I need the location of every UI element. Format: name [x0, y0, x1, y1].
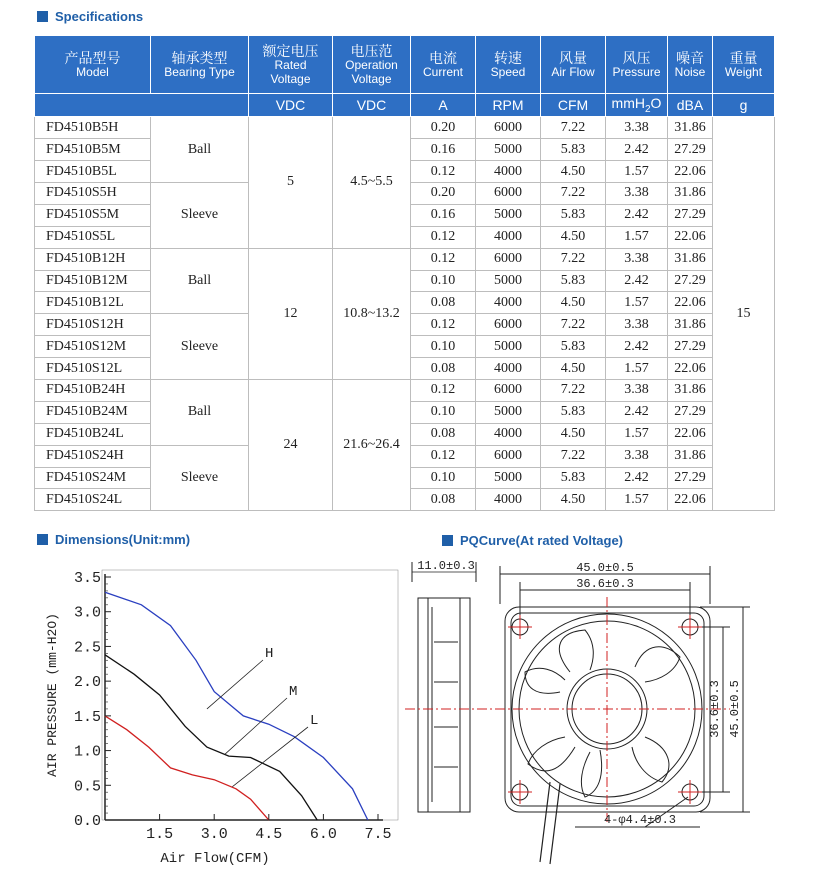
speed-cell: 4000 — [476, 292, 541, 314]
header-rated-voltage: 额定电压 Rated Voltage — [249, 36, 333, 94]
specifications-table — [34, 35, 775, 511]
model-cell: FD4510S24L — [35, 489, 151, 511]
speed-cell: 6000 — [476, 445, 541, 467]
operation-voltage-cell: 10.8~13.2 — [333, 248, 411, 379]
table-row — [35, 379, 775, 401]
square-bullet-icon — [37, 534, 48, 545]
noise-cell: 31.86 — [668, 248, 713, 270]
airflow-cell: 4.50 — [541, 226, 606, 248]
current-cell: 0.12 — [411, 226, 476, 248]
current-cell: 0.20 — [411, 182, 476, 204]
pressure-cell: 2.42 — [606, 401, 668, 423]
noise-cell: 31.86 — [668, 182, 713, 204]
header-model: 产品型号 Model — [35, 36, 151, 94]
current-cell: 0.10 — [411, 401, 476, 423]
x-tick-label: 6.0 — [309, 826, 337, 843]
bearing-cell: Sleeve — [151, 182, 249, 248]
pressure-cell: 1.57 — [606, 292, 668, 314]
weight-cell: 15 — [713, 117, 775, 511]
model-cell: FD4510S12H — [35, 314, 151, 336]
x-tick-label: 3.0 — [200, 826, 228, 843]
unit-blank — [35, 94, 249, 117]
bearing-cell: Sleeve — [151, 314, 249, 380]
x-axis-label: Air Flow(CFM) — [160, 851, 270, 867]
y-axis-label: AIR PRESSURE (mm-H2O) — [45, 613, 60, 777]
airflow-cell: 7.22 — [541, 379, 606, 401]
current-cell: 0.12 — [411, 379, 476, 401]
airflow-cell: 4.50 — [541, 423, 606, 445]
pressure-cell: 2.42 — [606, 336, 668, 358]
speed-cell: 5000 — [476, 401, 541, 423]
series-line-h — [105, 592, 368, 820]
pressure-cell: 3.38 — [606, 248, 668, 270]
unit-speed: RPM — [476, 94, 541, 117]
series-line-l — [105, 716, 269, 820]
current-cell: 0.10 — [411, 270, 476, 292]
noise-cell: 27.29 — [668, 204, 713, 226]
series-leader-line — [207, 660, 263, 709]
model-cell: FD4510S12M — [35, 336, 151, 358]
x-tick-label: 7.5 — [364, 826, 392, 843]
rated-voltage-cell: 5 — [249, 117, 333, 248]
header-airflow: 风量 Air Flow — [541, 36, 606, 94]
header-current: 电流 Current — [411, 36, 476, 94]
series-label-h: H — [265, 646, 274, 662]
chart-series — [105, 592, 368, 820]
y-tick-label: 3.0 — [73, 604, 101, 622]
speed-cell: 4000 — [476, 489, 541, 511]
y-tick-label: 0.0 — [73, 813, 101, 830]
airflow-cell: 7.22 — [541, 117, 606, 139]
airflow-cell: 5.83 — [541, 467, 606, 489]
noise-cell: 27.29 — [668, 270, 713, 292]
speed-cell: 4000 — [476, 161, 541, 183]
speed-cell: 5000 — [476, 467, 541, 489]
pressure-cell: 1.57 — [606, 358, 668, 380]
model-cell: FD4510B24L — [35, 423, 151, 445]
noise-cell: 22.06 — [668, 226, 713, 248]
model-cell: FD4510B12H — [35, 248, 151, 270]
speed-cell: 5000 — [476, 336, 541, 358]
speed-cell: 6000 — [476, 117, 541, 139]
model-cell: FD4510S24M — [35, 467, 151, 489]
noise-cell: 22.06 — [668, 161, 713, 183]
airflow-cell: 5.83 — [541, 336, 606, 358]
unit-noise: dBA — [668, 94, 713, 117]
airflow-cell: 7.22 — [541, 314, 606, 336]
pressure-cell: 1.57 — [606, 489, 668, 511]
y-tick-label: 3.5 — [73, 570, 101, 587]
unit-pressure: mmH$_2$O — [606, 94, 668, 117]
pressure-cell: 3.38 — [606, 314, 668, 336]
noise-cell: 27.29 — [668, 139, 713, 161]
thickness-dimension: 11.0±0.3 — [417, 559, 475, 573]
rated-voltage-cell: 12 — [249, 248, 333, 379]
hole-spacing-vertical-dimension: 36.6±0.3 — [708, 680, 722, 738]
y-tick-label: 1.0 — [73, 743, 101, 761]
series-leader-line — [225, 698, 287, 754]
unit-weight: g — [713, 94, 775, 117]
specifications-title: Specifications — [37, 9, 143, 24]
model-cell: FD4510B5M — [35, 139, 151, 161]
current-cell: 0.16 — [411, 204, 476, 226]
speed-cell: 6000 — [476, 379, 541, 401]
pressure-cell: 3.38 — [606, 117, 668, 139]
noise-cell: 31.86 — [668, 117, 713, 139]
airflow-cell: 5.83 — [541, 139, 606, 161]
airflow-cell: 5.83 — [541, 401, 606, 423]
airflow-cell: 7.22 — [541, 248, 606, 270]
noise-cell: 27.29 — [668, 401, 713, 423]
series-label-m: M — [289, 684, 298, 700]
noise-cell: 31.86 — [668, 379, 713, 401]
model-cell: FD4510B12L — [35, 292, 151, 314]
noise-cell: 22.06 — [668, 489, 713, 511]
unit-airflow: CFM — [541, 94, 606, 117]
noise-cell: 27.29 — [668, 467, 713, 489]
square-bullet-icon — [37, 11, 48, 22]
pressure-cell: 3.38 — [606, 445, 668, 467]
current-cell: 0.12 — [411, 248, 476, 270]
noise-cell: 31.86 — [668, 445, 713, 467]
current-cell: 0.10 — [411, 467, 476, 489]
airflow-cell: 5.83 — [541, 204, 606, 226]
rated-voltage-cell: 24 — [249, 379, 333, 510]
current-cell: 0.12 — [411, 445, 476, 467]
model-cell: FD4510B24H — [35, 379, 151, 401]
header-noise: 噪音 Noise — [668, 36, 713, 94]
unit-oper: VDC — [333, 94, 411, 117]
speed-cell: 5000 — [476, 204, 541, 226]
airflow-cell: 5.83 — [541, 270, 606, 292]
y-tick-label: 1.5 — [73, 708, 101, 726]
noise-cell: 31.86 — [668, 314, 713, 336]
dimension-drawing — [400, 552, 780, 874]
model-cell: FD4510S12L — [35, 358, 151, 380]
bearing-cell: Ball — [151, 248, 249, 314]
holes-dimension: 4-φ4.4±0.3 — [603, 813, 677, 827]
speed-cell: 4000 — [476, 423, 541, 445]
table-row — [35, 117, 775, 139]
y-tick-label: 2.5 — [73, 639, 101, 657]
airflow-cell: 7.22 — [541, 182, 606, 204]
current-cell: 0.12 — [411, 161, 476, 183]
header-bearing: 轴承类型 Bearing Type — [151, 36, 249, 94]
model-cell: FD4510S5L — [35, 226, 151, 248]
model-cell: FD4510S5H — [35, 182, 151, 204]
current-cell: 0.12 — [411, 314, 476, 336]
current-cell: 0.08 — [411, 292, 476, 314]
airflow-cell: 4.50 — [541, 161, 606, 183]
unit-current: A — [411, 94, 476, 117]
speed-cell: 4000 — [476, 226, 541, 248]
bearing-cell: Ball — [151, 117, 249, 183]
noise-cell: 22.06 — [668, 423, 713, 445]
airflow-cell: 4.50 — [541, 292, 606, 314]
airflow-cell: 4.50 — [541, 489, 606, 511]
pressure-cell: 3.38 — [606, 379, 668, 401]
pressure-cell: 2.42 — [606, 204, 668, 226]
model-cell: FD4510B5H — [35, 117, 151, 139]
header-speed: 转速 Speed — [476, 36, 541, 94]
speed-cell: 4000 — [476, 358, 541, 380]
header-pressure: 风压 Pressure — [606, 36, 668, 94]
noise-cell: 22.06 — [668, 292, 713, 314]
side-view — [412, 562, 476, 812]
hole-spacing-dimension: 36.6±0.3 — [576, 577, 634, 591]
outer-width-dimension: 45.0±0.5 — [576, 561, 634, 575]
pressure-cell: 2.42 — [606, 139, 668, 161]
model-cell: FD4510B24M — [35, 401, 151, 423]
square-bullet-icon — [442, 535, 453, 546]
speed-cell: 5000 — [476, 139, 541, 161]
chart-axes — [105, 574, 383, 820]
operation-voltage-cell: 4.5~5.5 — [333, 117, 411, 248]
speed-cell: 6000 — [476, 314, 541, 336]
y-tick-label: 2.0 — [73, 674, 101, 692]
unit-rated: VDC — [249, 94, 333, 117]
airflow-cell: 7.22 — [541, 445, 606, 467]
noise-cell: 22.06 — [668, 358, 713, 380]
current-cell: 0.08 — [411, 489, 476, 511]
series-label-l: L — [310, 713, 319, 729]
chart-frame — [102, 570, 398, 820]
current-cell: 0.10 — [411, 336, 476, 358]
x-tick-label: 4.5 — [255, 826, 283, 843]
pq-curve-chart — [40, 560, 400, 870]
current-cell: 0.20 — [411, 117, 476, 139]
pressure-cell: 1.57 — [606, 161, 668, 183]
speed-cell: 6000 — [476, 248, 541, 270]
speed-cell: 5000 — [476, 270, 541, 292]
current-cell: 0.08 — [411, 423, 476, 445]
model-cell: FD4510B5L — [35, 161, 151, 183]
pressure-cell: 1.57 — [606, 226, 668, 248]
header-weight: 重量 Weight — [713, 36, 775, 94]
model-cell: FD4510B12M — [35, 270, 151, 292]
noise-cell: 27.29 — [668, 336, 713, 358]
operation-voltage-cell: 21.6~26.4 — [333, 379, 411, 510]
bearing-cell: Sleeve — [151, 445, 249, 511]
airflow-cell: 4.50 — [541, 358, 606, 380]
pressure-cell: 1.57 — [606, 423, 668, 445]
y-tick-label: 0.5 — [73, 778, 101, 796]
model-cell: FD4510S5M — [35, 204, 151, 226]
outer-height-dimension: 45.0±0.5 — [728, 680, 742, 738]
bearing-cell: Ball — [151, 379, 249, 445]
pressure-cell: 3.38 — [606, 182, 668, 204]
header-operation-voltage: 电压范 Operation Voltage — [333, 36, 411, 94]
x-tick-label: 1.5 — [146, 826, 174, 843]
dimensions-title: Dimensions(Unit:mm) — [37, 532, 190, 547]
pqcurve-title: PQCurve(At rated Voltage) — [442, 533, 623, 548]
table-row — [35, 248, 775, 270]
current-cell: 0.16 — [411, 139, 476, 161]
pressure-cell: 2.42 — [606, 270, 668, 292]
pressure-cell: 2.42 — [606, 467, 668, 489]
speed-cell: 6000 — [476, 182, 541, 204]
model-cell: FD4510S24H — [35, 445, 151, 467]
top-dimension-lines — [500, 566, 710, 627]
current-cell: 0.08 — [411, 358, 476, 380]
